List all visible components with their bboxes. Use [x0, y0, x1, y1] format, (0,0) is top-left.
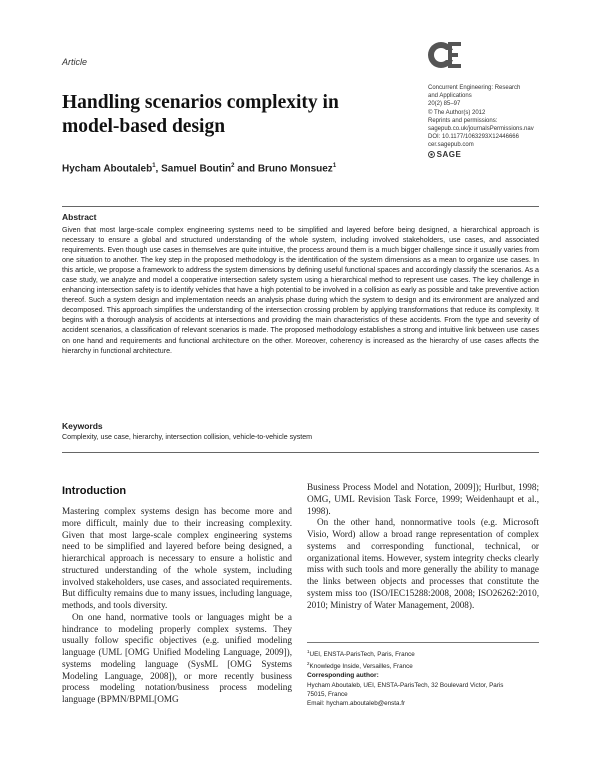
divider [62, 452, 539, 453]
author-affiliation-mark: 2 [231, 163, 235, 169]
article-type-label: Article [62, 57, 88, 67]
corresponding-email[interactable]: Email: hycham.aboutaleb@ensta.fr [307, 700, 406, 707]
journal-meta-line: and Applications [428, 93, 472, 100]
journal-meta-line: © The Author(s) 2012 [428, 109, 486, 116]
affiliation-text: Knowledge Inside, Versailles, France [309, 663, 413, 671]
author-name: Hycham Aboutaleb [62, 163, 153, 175]
abstract-body: Given that most large-scale complex engineering systems need to be simplified and layered before being designed, a hierarchical approach is necessary to ensure a global and structured understanding of the whole system, including involved stakeholders, use cases, and associated requirements. Even though use cases in themselves are quite intuitive, the process around them is a much bigger challenge since it usually varies from one situation to another. The key step in the proposed methodology is the identification of the system dimensions as a mean to organize use cases. In this article, we propose a framework to address the system dimensions by defining useful functional spaces and accordingly classify the scenarios. As a case study, we analyze and model a cooperative intersection safety system using a hierarchical method to represent use cases. The key challenge in enhancing intersection safety is to identify vehicles that have a high potential to be involved in a collision as early as possible and take preventive action thereof. Such a system design and implementation needs an analysis phase during which the system to design and its environment are analyzed and decomposed. This approach simplifies the understanding of the intersection crossing problem by applying transformations that reduce its complexity. It begins with a thorough analysis of accidents at intersections and providing the main characteristics of these accidents. From the type and severity of accident scenarios, a classification of relevant scenarios is made. The proposed methodology establishes a strong and intuitive link between use cases on one hand and requirements and functional architecture on the other. Moreover, coherency is increased as the hierarchy of use cases affects the hierarchy in functional architecture. [62, 226, 539, 355]
affiliation-mark: 2 [307, 661, 310, 667]
affiliation-item [307, 659, 539, 671]
journal-meta-line[interactable]: cer.sagepub.com [428, 142, 474, 149]
journal-meta-line: 20(2) 85–97 [428, 101, 461, 108]
corresponding-author-details [307, 681, 539, 708]
corresponding-line: Hycham Aboutaleb, UEI, ENSTA-ParisTech, 32 Boulevard Victor, Paris [307, 682, 504, 689]
affiliation-item [307, 647, 539, 659]
author-affiliation-mark: 1 [332, 163, 337, 169]
journal-meta-line[interactable]: sagepub.co.uk/journalsPermissions.nav [428, 126, 534, 133]
author-separator: , [155, 163, 162, 175]
body-paragraph: Business Process Model and Notation, 2009]); Hurlbut, 1998; OMG, UML Revision Task Force, 1999; Weidenhaupt et al., 1998). [307, 482, 539, 516]
footnote-divider [307, 642, 539, 643]
journal-meta-line: DOI: 10.1177/1063293X12446666 [428, 134, 519, 141]
keywords-list: Complexity, use case, hierarchy, intersection collision, vehicle-to-vehicle system [62, 433, 313, 441]
journal-metadata [428, 84, 568, 160]
author-separator: and [234, 163, 258, 175]
publisher-name: SAGE [436, 149, 462, 159]
author-affiliation-mark: 1 [152, 163, 156, 169]
publisher-mark-icon [428, 153, 437, 159]
paper-title: Handling scenarios complexity in model-based design [62, 92, 339, 137]
divider [62, 206, 539, 207]
body-column-right [307, 482, 539, 611]
body-column-left [62, 506, 292, 706]
affiliation-text: UEI, ENSTA-ParisTech, Paris, France [309, 651, 415, 659]
corresponding-author-heading: Corresponding author: [307, 672, 379, 679]
body-paragraph: Mastering complex systems design has become more and more difficult, mainly due to their increasing complexity. Given that most large-scale complex engineering systems need to be simplified and layered before being designed, a hierarchical approach is necessary to ensure a holistic and structured understanding of the whole system, including involved stakeholders, use cases, and associated requirements. But difficulty remains due to many issues, including language, methods, and tools diversity. [62, 506, 292, 610]
author-list [62, 163, 336, 174]
publisher-logo [428, 151, 568, 160]
corresponding-line: 75015, France [307, 691, 348, 698]
journal-meta-line: Reprints and permissions: [428, 117, 498, 124]
journal-logo-icon [427, 38, 467, 72]
affiliations [307, 647, 539, 671]
body-paragraph: On one hand, normative tools or languages might be a hindrance to modeling properly complex systems. They usually follow specific objectives (e.g. unified modeling language (UML [OMG Unified Modeling Language, 2009]), systems modeling language (SysML [OMG Systems Modeling Language, 2008]), or more recently business process modeling notation/business process modeling language (BPMN/BPML[OMG [62, 611, 292, 704]
journal-meta-line: Concurrent Engineering: Research [428, 85, 521, 91]
author-name: Bruno Monsuez [257, 163, 333, 175]
body-paragraph: On the other hand, nonnormative tools (e.g. Microsoft Visio, Word) allow a broad range representation of complex systems and corresponding functional, technical, or organizational items. However, system integrity checks clearly miss with such tools and more generally the ability to manage the links between objects and processes that constitute the system miss too (ISO/IEC15288:2008, 2008; ISO26262:2010, 2010; Ministry of Water Management, 2008). [307, 517, 539, 610]
author-name: Samuel Boutin [161, 163, 232, 175]
keywords-heading: Keywords [62, 421, 103, 431]
affiliation-mark: 1 [307, 649, 310, 654]
abstract-heading: Abstract [62, 212, 97, 222]
introduction-heading: Introduction [62, 485, 127, 497]
